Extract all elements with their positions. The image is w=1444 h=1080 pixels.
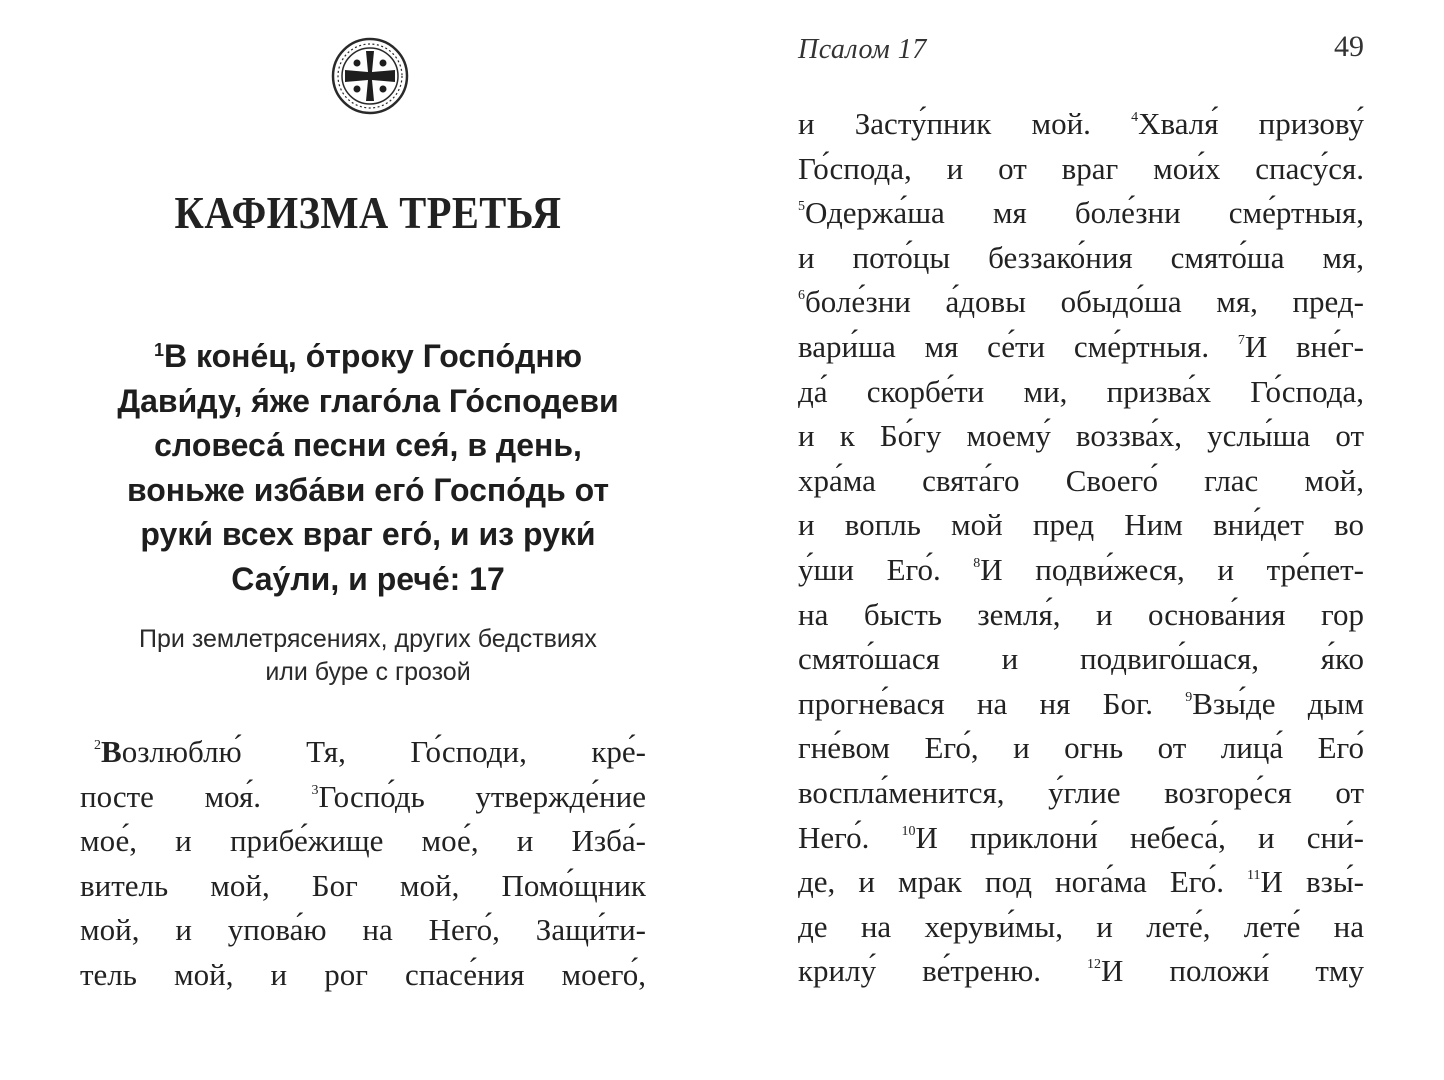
text-line: де на херуви́мы, и лете́, лете́ на: [798, 908, 1364, 944]
text-run: И подви́жеся, и тре́пет-: [980, 551, 1364, 587]
text-line: смято́шася и подвиго́шася, я́ко: [798, 641, 1364, 677]
psalm-superscription: [80, 328, 656, 601]
text-line: гне́вом Его́, и огнь от лица́ Его́: [798, 730, 1364, 766]
text-line: [80, 775, 646, 820]
text-line: [80, 730, 646, 775]
text-run: де, и мрак под нога́ма Его́.: [798, 864, 1248, 900]
text-run: И взы́-: [1260, 864, 1365, 900]
text-run: Хваля́ призову́: [1138, 106, 1364, 141]
verse-number: 3: [311, 782, 319, 798]
verse-number: 12: [1087, 957, 1102, 973]
running-head: Псалом 17: [798, 34, 927, 65]
verse-number: 5: [798, 199, 805, 215]
page-number: 49: [1334, 30, 1364, 63]
text-line: и вопль мой пред Ним вни́дет во: [798, 507, 1364, 543]
text-run: И вне́г-: [1244, 328, 1364, 364]
verse-number: 11: [1247, 868, 1261, 884]
text-line: витель мой, Бог мой, Помо́щник: [80, 867, 646, 903]
text-line: [798, 280, 1364, 325]
text-line: тель мой, и рог спасе́ния моего́,: [80, 956, 646, 992]
text-line: [798, 949, 1364, 994]
text-line: и к Бо́гу моему́ воззва́х, услы́ша от: [798, 418, 1364, 454]
cross-medallion-icon: [330, 36, 410, 116]
text-line: да́ скорбе́ти ми, призва́х Го́спода,: [798, 373, 1364, 409]
heading-line: воньже изба́ви его́ Госпо́дь от: [126, 471, 610, 508]
text-line: [798, 548, 1364, 593]
text-run: И положи́ тму: [1101, 953, 1364, 989]
text-run: и Засту́пник мой.: [798, 106, 1132, 141]
text-run: Взы́де дым: [1192, 685, 1364, 721]
text-run: Одержа́ша мя боле́зни сме́ртныя,: [805, 195, 1364, 231]
text-line: мое́, и прибе́жище мое́, и Изба́-: [80, 823, 646, 859]
verse-number: 9: [1185, 689, 1193, 705]
text-line: [798, 102, 1364, 147]
psalm-text-left: [80, 730, 646, 998]
kathisma-title: КАФИЗМА ТРЕТЬЯ: [174, 187, 562, 238]
text-line: [798, 325, 1364, 370]
verse-number: 6: [798, 288, 805, 304]
text-line: и пото́цы беззако́ния смято́ша мя,: [798, 239, 1364, 275]
occasion-line: или буре с грозой: [265, 658, 471, 686]
dropcap: В: [101, 734, 122, 769]
text-run: Него́.: [798, 819, 902, 855]
text-line: мой, и упова́ю на Него́, Защи́ти-: [80, 912, 646, 948]
text-line: на бысть земля́, и основа́ния гор: [798, 596, 1364, 632]
text-run: озлюблю́ Тя, Го́споди, кре́-: [121, 734, 646, 769]
text-line: хра́ма свята́го Своего́ глас мой,: [798, 462, 1364, 498]
heading-line: Сау́ли, и рече́: 17: [231, 560, 505, 597]
heading-line: Дави́ду, я́же глаго́ла Го́сподеви: [117, 382, 619, 419]
text-line: Го́спода, и от враг мои́х спасу́ся.: [798, 150, 1364, 186]
verse-number: 7: [1237, 332, 1245, 348]
text-line: [798, 816, 1364, 861]
heading-line: [80, 328, 656, 379]
right-page: [798, 0, 1364, 1080]
text-run: у́ши Его́.: [798, 551, 974, 587]
heading-line: словеса́ песни сея́, в день,: [154, 427, 582, 463]
text-line: [798, 860, 1364, 905]
text-run: прогне́вася на ня Бог.: [798, 685, 1186, 721]
occasion-line: При землетрясениях, других бедствиях: [139, 625, 597, 653]
text-run: крилу́ ве́треню.: [798, 953, 1088, 989]
text-line: воспла́менится, у́глие возгоре́ся от: [798, 774, 1364, 810]
heading-line: руки́ всех враг его́, и из руки́: [140, 516, 596, 552]
verse-number: 2: [94, 738, 101, 753]
verse-number: 1: [153, 340, 164, 360]
verse-number: 4: [1131, 110, 1139, 125]
text-run: вари́ша мя се́ти сме́ртныя.: [798, 328, 1238, 364]
text-run: Госпо́дь утвержде́ние: [318, 778, 646, 814]
verse-number: 8: [973, 555, 981, 571]
heading-text: В коне́ц, о́троку Госпо́дню: [163, 338, 583, 374]
text-line: [798, 191, 1364, 236]
psalm-text-right: [798, 102, 1364, 994]
text-run: боле́зни а́довы обыдо́ша мя, пред-: [805, 284, 1364, 320]
text-run: И приклони́ небеса́, и сни́-: [915, 819, 1364, 855]
text-line: [798, 682, 1364, 727]
text-run: посте моя́.: [80, 778, 312, 814]
verse-number: 10: [901, 823, 916, 839]
left-page: [80, 0, 646, 1080]
occasion-note: [80, 623, 656, 689]
